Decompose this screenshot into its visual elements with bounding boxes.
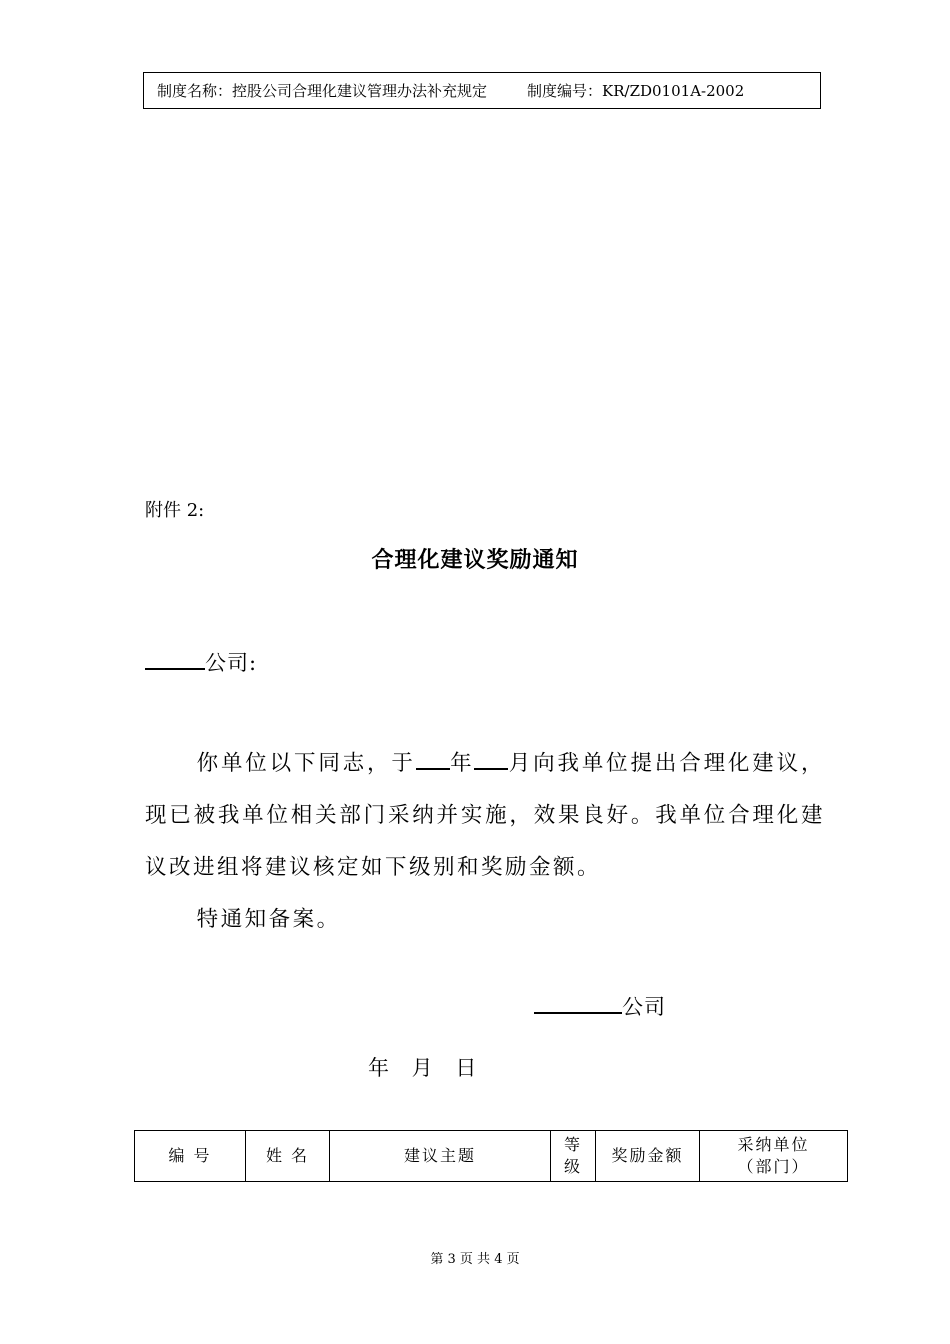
- col-number: 编 号: [135, 1131, 246, 1182]
- col-amount: 奖励金额: [596, 1131, 700, 1182]
- date-line: 年 月 日: [368, 1056, 479, 1080]
- salutation: [145, 646, 257, 677]
- page-footer: 第 3 页 共 4 页: [430, 1252, 520, 1267]
- regulation-name: 制度名称：控股公司合理化建议管理办法补充规定: [157, 82, 488, 100]
- year-blank: [416, 746, 450, 770]
- page-title: 合理化建议奖励通知: [371, 547, 579, 573]
- company-blank: [145, 646, 205, 670]
- body-paragraph: 你单位以下同志，于 年 月向我单位提出合理化建议，现已被我单位相关部门采纳并实施，效果良好。我单位合理化建议改进组将建议核定如下级别和奖励金额。: [145, 738, 825, 894]
- month-blank: [474, 746, 508, 770]
- closing-paragraph: 特通知备案。: [196, 907, 341, 932]
- document-header: [143, 72, 821, 109]
- col-topic: 建议主题: [330, 1131, 551, 1182]
- signature-company-blank: [534, 990, 622, 1014]
- table-header-row: [135, 1131, 848, 1182]
- signature-line: [534, 990, 666, 1021]
- col-name: 姓 名: [246, 1131, 330, 1182]
- signature-suffix: 公司: [622, 995, 666, 1019]
- notice-body: [145, 738, 825, 946]
- attachment-label: 附件 2:: [145, 500, 205, 521]
- col-grade: 等级: [551, 1131, 596, 1182]
- award-table: [134, 1130, 848, 1182]
- regulation-code: 制度编号：KR/ZD0101A-2002: [527, 82, 745, 100]
- col-department: 采纳单位（部门）: [700, 1131, 848, 1182]
- salutation-suffix: 公司:: [205, 651, 258, 675]
